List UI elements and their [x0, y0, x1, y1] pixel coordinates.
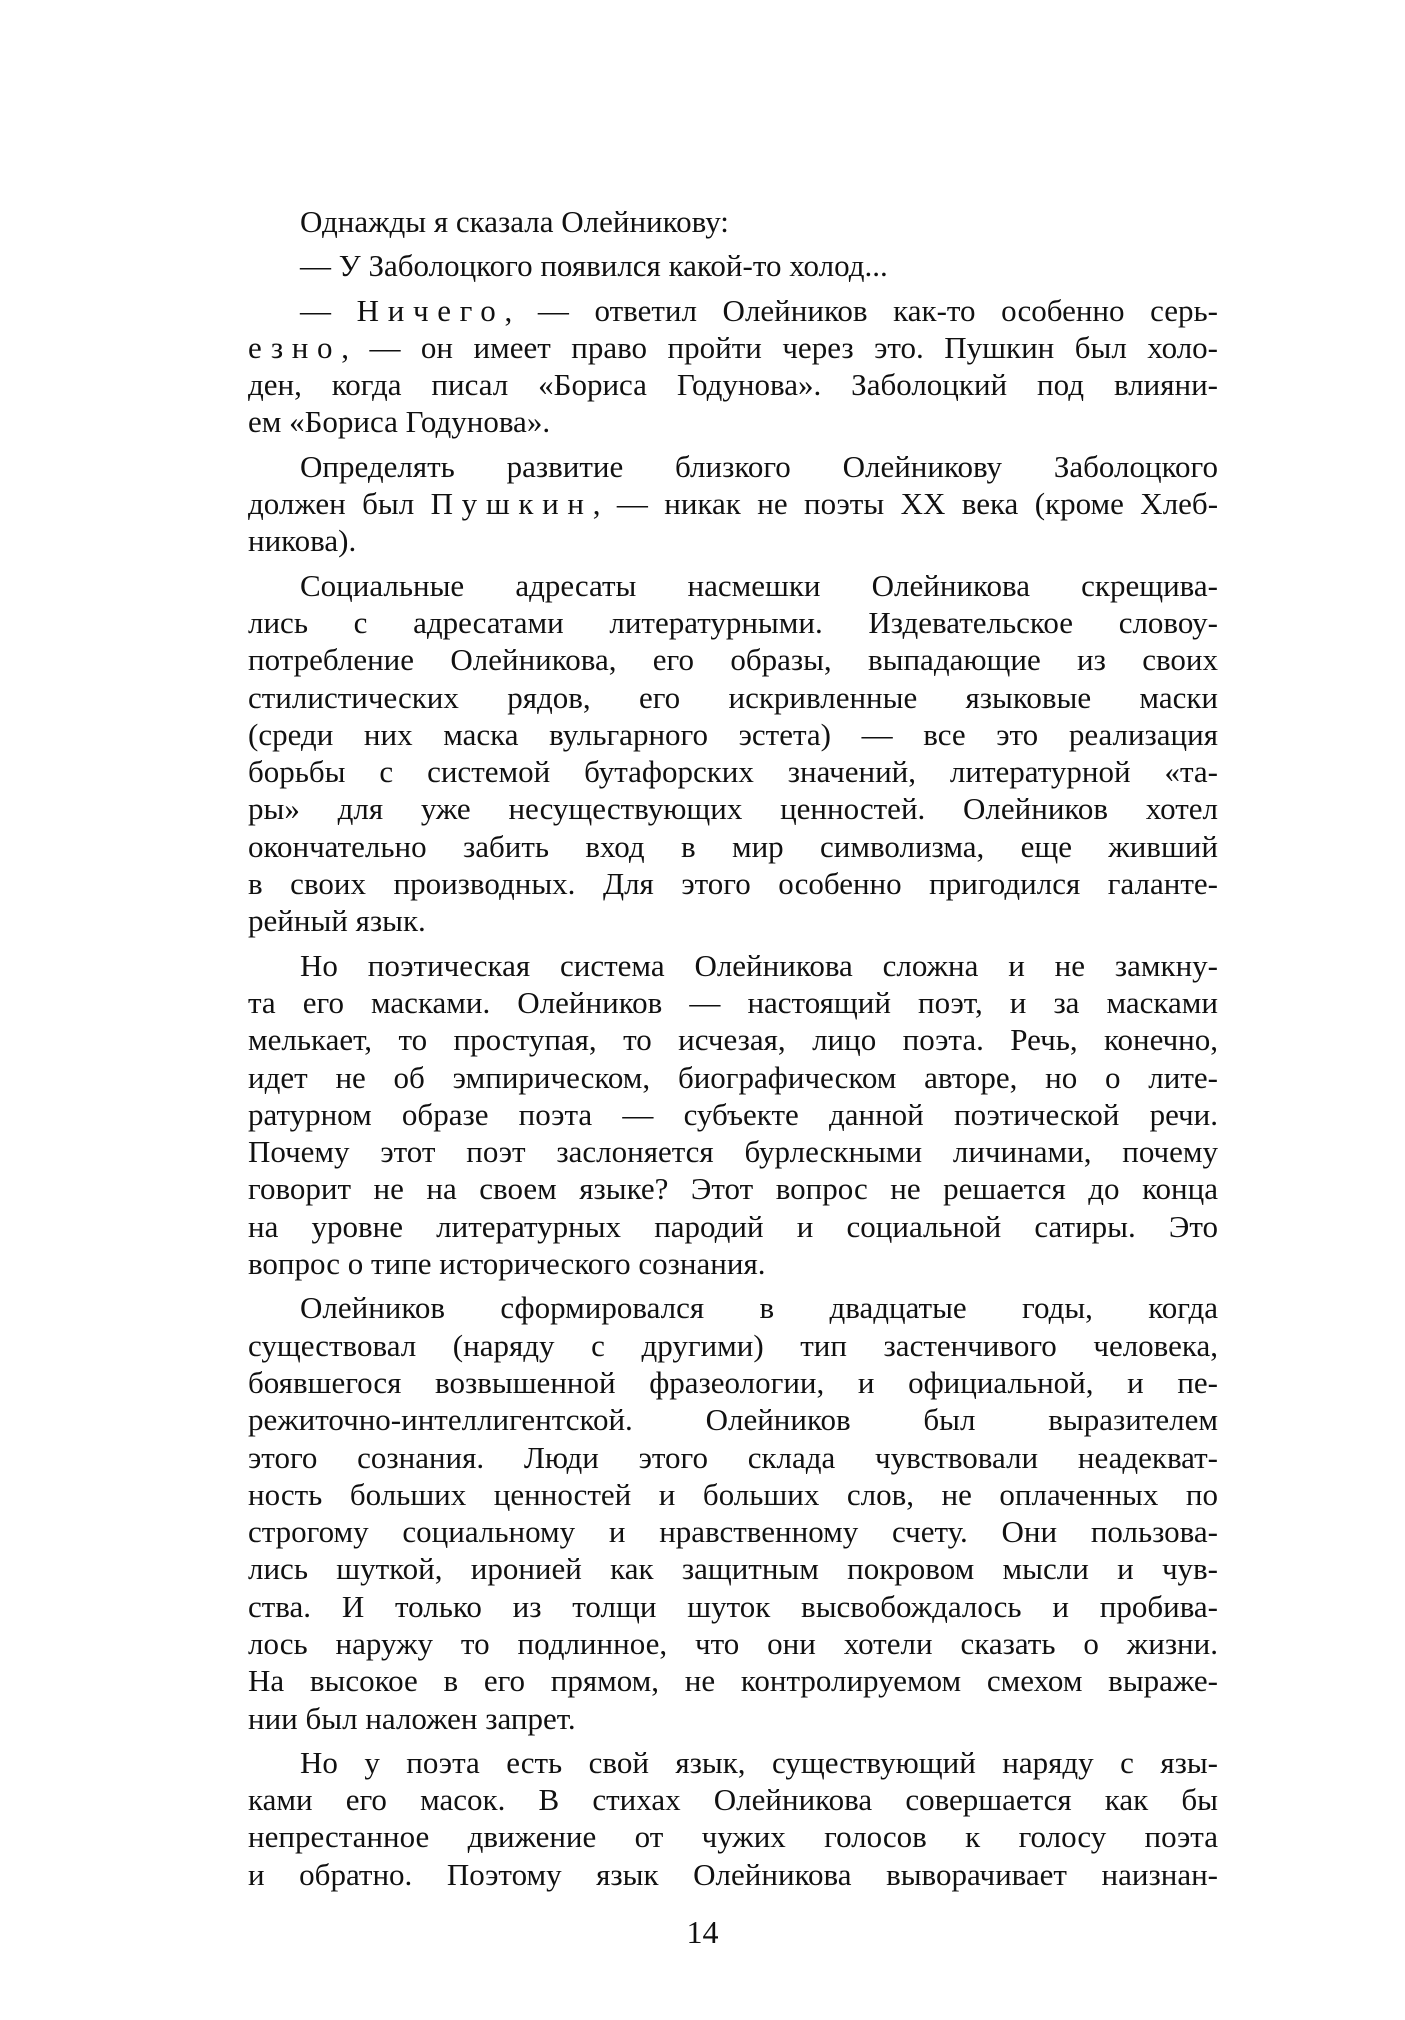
text-line — [248, 1289, 1218, 1326]
text-run: (среди них маска вульгарного эстета) — все это реализация — [248, 716, 1218, 752]
text-line — [248, 403, 1218, 440]
text-run: в своих производных. Для этого особенно пригодился галанте- — [248, 866, 1218, 902]
text-line — [248, 828, 1218, 865]
text-line — [248, 1208, 1218, 1245]
text-run: строгому социальному и нравственному счету. Они пользова- — [248, 1514, 1218, 1550]
text-run: , — никак не поэты XX века (кроме Хлеб- — [592, 486, 1219, 522]
text-run: Но у поэта есть свой язык, существующий наряду с язы- — [300, 1744, 1218, 1780]
text-run: и обратно. Поэтому язык Олейникова выворачивает наизнан- — [248, 1856, 1218, 1892]
text-line — [248, 1327, 1218, 1364]
spaced-emphasis: Пушкин — [430, 486, 593, 522]
text-line — [248, 1550, 1218, 1587]
text-run: лось наружу то подлинное, что они хотели сказать о жизни. — [248, 1625, 1218, 1661]
text-run: лись с адресатами литературными. Издевательское словоу- — [248, 604, 1218, 640]
text-run: ем «Бориса Годунова». — [248, 404, 551, 440]
text-line — [248, 716, 1218, 753]
text-line — [248, 1744, 1218, 1781]
text-run: Олейников сформировался в двадцатые годы, когда — [300, 1290, 1218, 1326]
text-run: На высокое в его прямом, не контролируемом смехом выраже- — [248, 1663, 1218, 1699]
text-run: нии был наложен запрет. — [248, 1700, 576, 1736]
paragraph — [248, 1289, 1218, 1737]
text-line — [248, 1476, 1218, 1513]
text-line — [248, 1133, 1218, 1170]
text-run: этого сознания. Люди этого склада чувствовали неадекват- — [248, 1439, 1218, 1475]
text-line — [248, 865, 1218, 902]
text-line — [248, 1096, 1218, 1133]
paragraph — [248, 247, 1218, 284]
text-line — [248, 1700, 1218, 1737]
paragraph — [248, 947, 1218, 1283]
text-line — [248, 1401, 1218, 1438]
text-run: существовал (наряду с другими) тип застенчивого человека, — [248, 1327, 1218, 1363]
text-line — [248, 292, 1218, 329]
text-run: говорит не на своем языке? Этот вопрос не решается до конца — [248, 1171, 1218, 1207]
text-line — [248, 1856, 1218, 1893]
text-line — [248, 1439, 1218, 1476]
text-line — [248, 329, 1218, 366]
text-line — [248, 984, 1218, 1021]
paragraph — [248, 448, 1218, 560]
text-run: Но поэтическая система Олейникова сложна и не замкну- — [300, 947, 1218, 983]
paragraph — [248, 203, 1218, 240]
paragraph — [248, 567, 1218, 940]
text-run: вопрос о типе исторического сознания. — [248, 1246, 766, 1282]
text-run: непрестанное движение от чужих голосов к голосу поэта — [248, 1819, 1218, 1855]
text-run: должен был — [248, 486, 431, 522]
text-line — [248, 947, 1218, 984]
text-line — [248, 1364, 1218, 1401]
text-line — [248, 1588, 1218, 1625]
spaced-emphasis: езно — [248, 329, 342, 365]
text-line — [248, 567, 1218, 604]
text-line — [248, 790, 1218, 827]
text-run: Почему этот поэт заслоняется бурлескными личинами, почему — [248, 1134, 1218, 1170]
text-line — [248, 641, 1218, 678]
paragraph — [248, 292, 1218, 441]
text-run: , — он имеет право пройти через это. Пушкин был холо- — [341, 329, 1218, 365]
text-run: Однажды я сказала Олейникову: — [300, 204, 729, 239]
text-run: борьбы с системой бутафорских значений, литературной «та- — [248, 754, 1218, 790]
text-line — [248, 1170, 1218, 1207]
text-line — [248, 1245, 1218, 1282]
page-number: 14 — [686, 1914, 719, 1950]
text-run: боявшегося возвышенной фразеологии, и официальной, и пе- — [248, 1364, 1218, 1400]
text-line — [248, 1625, 1218, 1662]
text-line — [248, 679, 1218, 716]
text-run: , — ответил Олейников как-то особенно серь- — [504, 292, 1218, 328]
text-line — [248, 1513, 1218, 1550]
text-line — [248, 753, 1218, 790]
text-line — [248, 1021, 1218, 1058]
text-line — [248, 1662, 1218, 1699]
text-line — [248, 247, 1218, 284]
text-run: потребление Олейникова, его образы, выпадающие из своих — [248, 642, 1218, 678]
text-line — [248, 448, 1218, 485]
text-run: окончательно забить вход в мир символизма, еще живший — [248, 828, 1218, 864]
text-line — [248, 902, 1218, 939]
text-line — [248, 1818, 1218, 1855]
text-line — [248, 203, 1218, 240]
text-run: рейный язык. — [248, 903, 426, 939]
text-run: — — [300, 292, 357, 328]
text-run: ратурном образе поэта — субъекте данной поэтической речи. — [248, 1096, 1218, 1132]
text-run: на уровне литературных пародий и социальной сатиры. Это — [248, 1208, 1218, 1244]
text-run: ства. И только из толщи шуток высвобождалось и пробива- — [248, 1588, 1218, 1624]
text-run: ден, когда писал «Бориса Годунова». Заболоцкий под влияни- — [248, 367, 1218, 403]
text-run: Социальные адресаты насмешки Олейникова скрещива- — [300, 567, 1218, 603]
text-run: ность больших ценностей и больших слов, не оплаченных по — [248, 1476, 1218, 1512]
text-run: лись шуткой, иронией как защитным покровом мысли и чув- — [248, 1551, 1218, 1587]
text-line — [248, 1781, 1218, 1818]
text-line — [248, 485, 1218, 522]
text-line — [248, 366, 1218, 403]
text-run: стилистических рядов, его искривленные языковые маски — [248, 679, 1218, 715]
text-run: мелькает, то проступая, то исчезая, лицо поэта. Речь, конечно, — [248, 1022, 1218, 1058]
text-line — [248, 522, 1218, 559]
text-run: режиточно-интеллигентской. Олейников был выразителем — [248, 1402, 1218, 1438]
text-run: та его масками. Олейников — настоящий поэт, и за масками — [248, 984, 1218, 1020]
page-body — [248, 203, 1219, 1892]
text-run: никова). — [248, 523, 357, 559]
text-run: — У Заболоцкого появился какой-то холод... — [300, 248, 888, 284]
text-run: Определять развитие близкого Олейникову Заболоцкого — [300, 448, 1218, 484]
text-run: ры» для уже несуществующих ценностей. Олейников хотел — [248, 791, 1218, 827]
text-run: идет не об эмпирическом, биографическом авторе, но о лите- — [248, 1059, 1218, 1095]
spaced-emphasis: Ничего — [356, 292, 505, 328]
text-line — [248, 604, 1218, 641]
paragraph — [248, 1744, 1218, 1893]
text-line — [248, 1059, 1218, 1096]
text-run: ками его масок. В стихах Олейникова совершается как бы — [248, 1782, 1218, 1818]
